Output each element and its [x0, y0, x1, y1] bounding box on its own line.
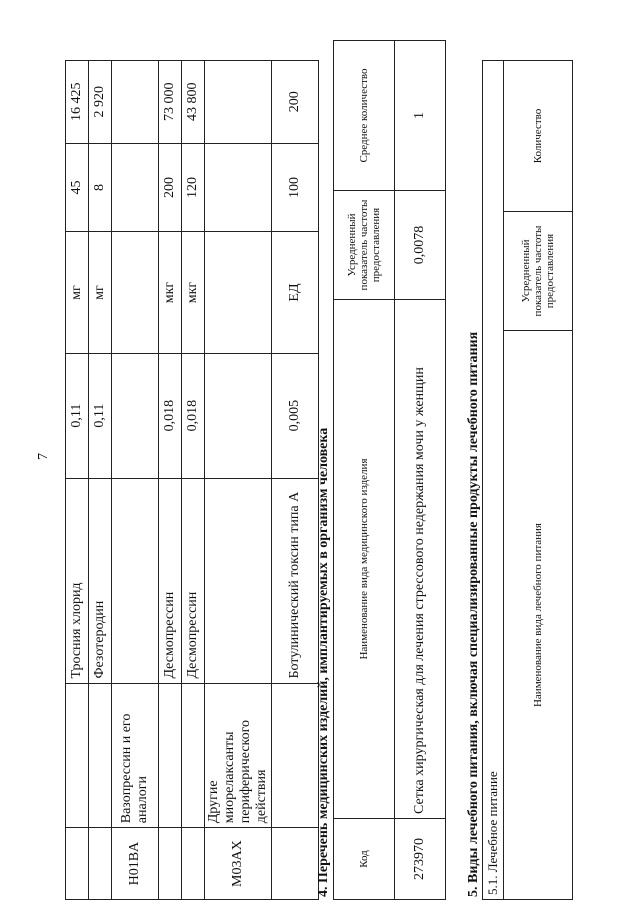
drug-group — [66, 683, 89, 828]
table-header-row — [334, 41, 395, 900]
drug-dose: 120 — [182, 143, 205, 232]
drug-total: 43 800 — [182, 61, 205, 144]
device-name: Сетка хирургическая для лечения стрессового недержания мочи у женщин — [395, 300, 446, 819]
table-row — [159, 61, 182, 900]
medical-devices-table — [333, 40, 446, 900]
drug-unit: мг — [66, 232, 89, 353]
drug-group — [182, 683, 205, 828]
drug-frequency: 0,005 — [272, 353, 319, 478]
drug-group — [159, 683, 182, 828]
drug-code — [182, 828, 205, 900]
drug-total: 16 425 — [66, 61, 89, 144]
header-nutrition-name: Наименование вида лечебного питания — [504, 331, 573, 900]
drug-dose: 200 — [159, 143, 182, 232]
table-row — [272, 61, 319, 900]
drug-name: Десмопрессин — [159, 478, 182, 683]
drug-name: Тросния хлорид — [66, 478, 89, 683]
drug-total — [205, 61, 272, 144]
drug-name — [112, 478, 159, 683]
drug-code: M03AX — [205, 828, 272, 900]
drug-total: 73 000 — [159, 61, 182, 144]
table-row — [89, 61, 112, 900]
header-quantity: Количество — [504, 61, 573, 212]
drug-group: Вазопрессин и его аналоги — [112, 683, 159, 828]
drug-group — [272, 683, 319, 828]
drug-name: Фезотеродин — [89, 478, 112, 683]
drug-frequency — [112, 353, 159, 478]
section-4-title: 4. Перечень медицинских изделий, имплантируемых в организм человека — [316, 427, 331, 897]
drug-frequency: 0,018 — [159, 353, 182, 478]
drug-unit: мкг — [159, 232, 182, 353]
header-frequency: Усредненный показатель частоты предоставления — [334, 191, 395, 300]
table-row — [112, 61, 159, 900]
drug-dose — [205, 143, 272, 232]
drug-frequency: 0,11 — [66, 353, 89, 478]
table-row — [483, 61, 504, 900]
header-frequency: Усредненный показатель частоты предоставления — [504, 212, 573, 331]
drug-total: 2 920 — [89, 61, 112, 144]
header-code: Код — [334, 819, 395, 900]
nutrition-table — [482, 60, 573, 900]
table-header-row — [504, 61, 573, 900]
drug-total — [112, 61, 159, 144]
drug-dose: 100 — [272, 143, 319, 232]
drug-group: Другие миорелаксанты периферического действия — [205, 683, 272, 828]
device-quantity: 1 — [395, 41, 446, 191]
drug-unit: ЕД — [272, 232, 319, 353]
drug-frequency: 0,018 — [182, 353, 205, 478]
drug-unit — [112, 232, 159, 353]
drug-code: H01BA — [112, 828, 159, 900]
drug-code — [66, 828, 89, 900]
drug-total: 200 — [272, 61, 319, 144]
section-5-title: 5. Виды лечебного питания, включая специализированные продукты лечебного питания — [466, 331, 481, 897]
drug-unit: мкг — [182, 232, 205, 353]
header-device-name: Наименование вида медицинского изделия — [334, 300, 395, 819]
drug-unit — [205, 232, 272, 353]
device-code: 273970 — [395, 819, 446, 900]
drug-unit: мг — [89, 232, 112, 353]
drug-code — [272, 828, 319, 900]
drug-code — [89, 828, 112, 900]
header-quantity: Среднее количество — [334, 41, 395, 191]
device-frequency: 0,0078 — [395, 191, 446, 300]
table-row — [395, 41, 446, 900]
drug-table — [65, 60, 319, 900]
nutrition-subtitle: 5.1. Лечебное питание — [483, 61, 504, 900]
drug-frequency — [205, 353, 272, 478]
table-row — [66, 61, 89, 900]
drug-dose: 8 — [89, 143, 112, 232]
table-row — [182, 61, 205, 900]
drug-frequency: 0,11 — [89, 353, 112, 478]
drug-code — [159, 828, 182, 900]
table-row — [205, 61, 272, 900]
drug-dose: 45 — [66, 143, 89, 232]
page-number: 7 — [36, 453, 51, 460]
drug-name: Ботулинический токсин типа А — [272, 478, 319, 683]
drug-name: Десмопрессин — [182, 478, 205, 683]
drug-group — [89, 683, 112, 828]
drug-dose — [112, 143, 159, 232]
drug-name — [205, 478, 272, 683]
